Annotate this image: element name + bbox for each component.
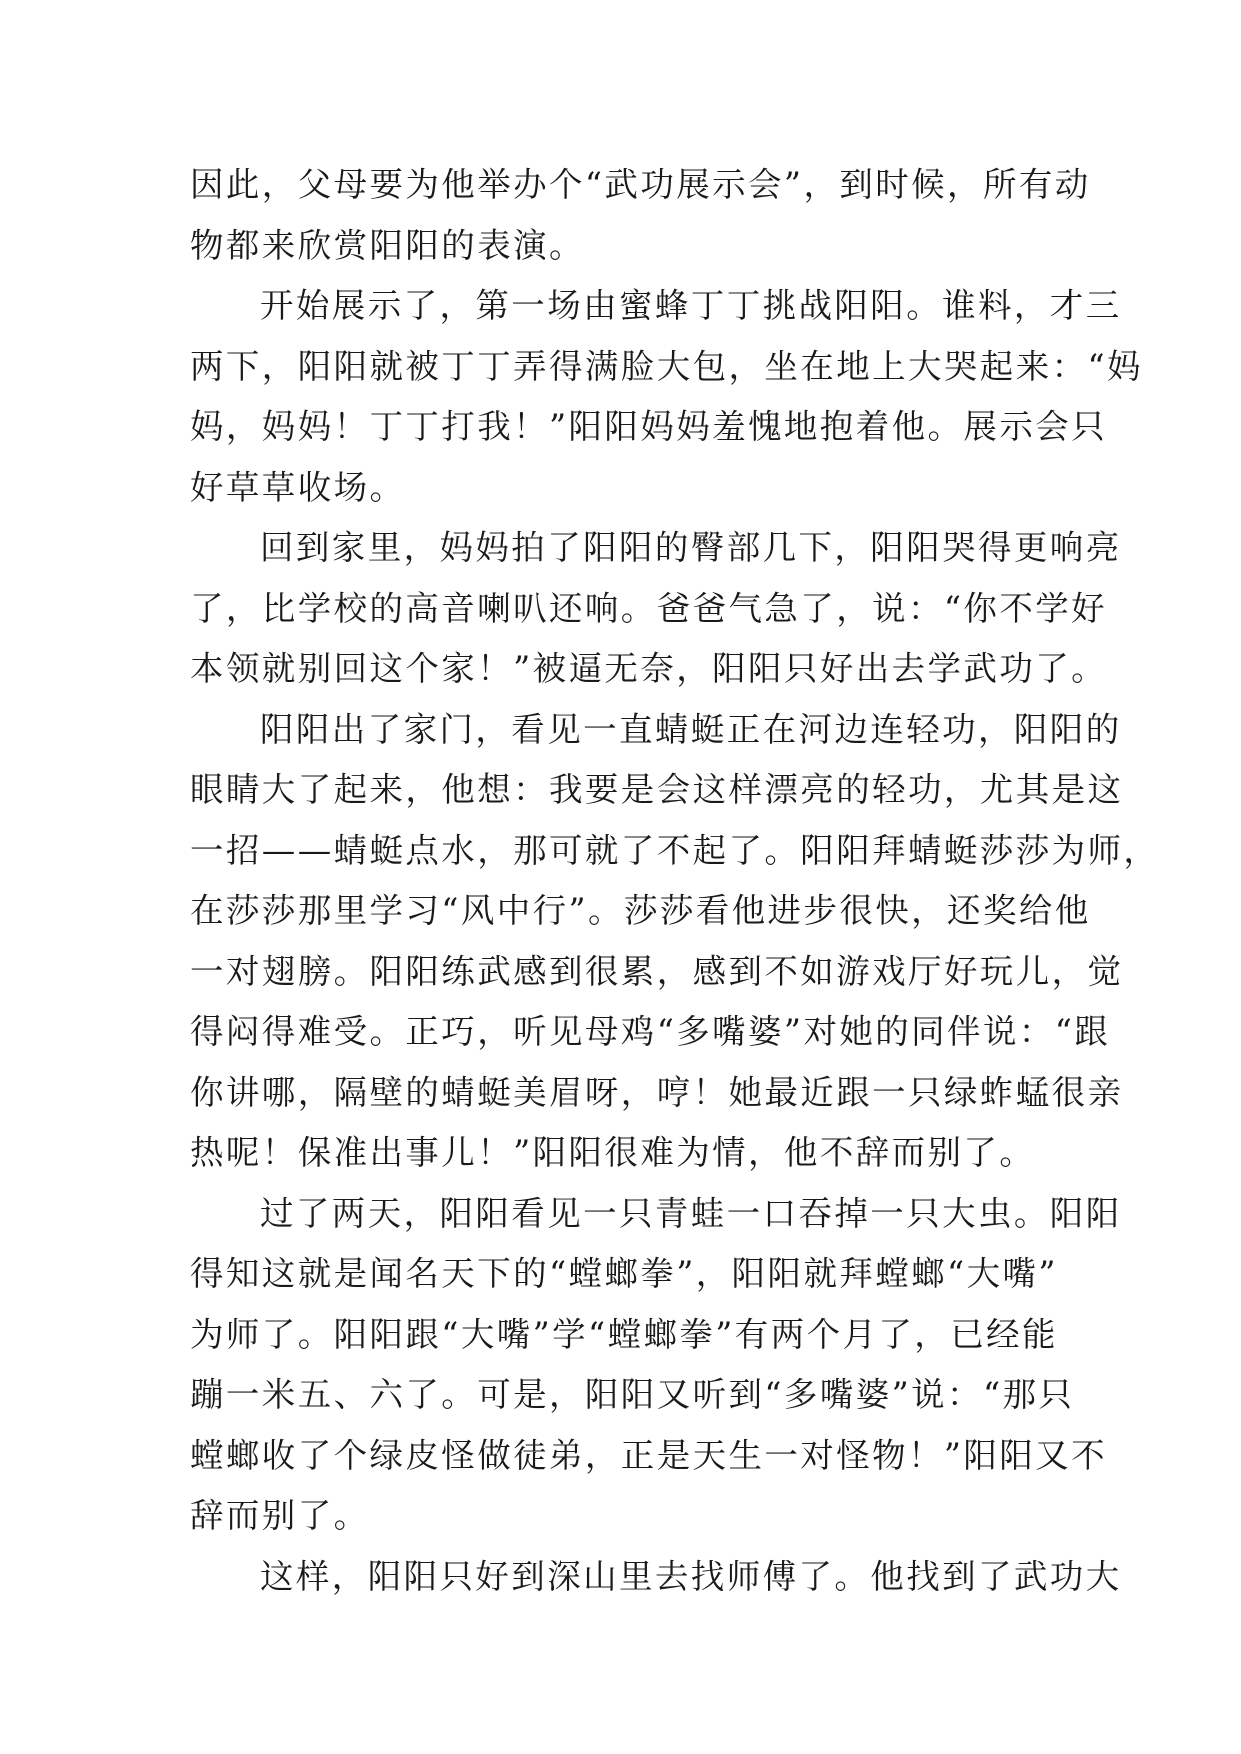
text-line: 一招——蜻蜓点水，那可就了不起了。阳阳拜蜻蜓莎莎为师， [190,830,1160,870]
text-line: 妈，妈妈！丁丁打我！”阳阳妈妈羞愧地抱着他。展示会只 [190,407,1108,446]
text-line: 辞而别了。 [190,1496,370,1535]
text-line: 你讲哪，隔壁的蜻蜓美眉呀，哼！她最近跟一只绿蚱蜢很亲 [190,1072,1124,1112]
body-text [190,155,1160,1607]
text-line: 眼睛大了起来，他想：我要是会这样漂亮的轻功，尤其是这 [190,770,1124,809]
text-line: 回到家里，妈妈拍了阳阳的臀部几下，阳阳哭得更响亮 [260,528,1122,567]
text-line: 得知这就是闻名天下的“螳螂拳”，阳阳就拜螳螂“大嘴” [190,1254,1058,1293]
text-line: 为师了。阳阳跟“大嘴”学“螳螂拳”有两个月了，已经能 [190,1314,1058,1354]
text-line: 螳螂收了个绿皮怪做徒弟，正是天生一对怪物！”阳阳又不 [190,1435,1108,1475]
text-line: 阳阳出了家门，看见一直蜻蜓正在河边连轻功，阳阳的 [260,709,1122,749]
text-line: 本领就别回这个家！”被逼无奈，阳阳只好出去学武功了。 [190,649,1108,688]
text-line: 热呢！保准出事儿！”阳阳很难为情，他不辞而别了。 [190,1133,1036,1172]
text-line: 因此，父母要为他举办个“武功展示会”，到时候，所有动 [190,165,1091,204]
text-line: 两下，阳阳就被丁丁弄得满脸大包，坐在地上大哭起来：“妈 [190,346,1143,386]
text-line: 得闷得难受。正巧，听见母鸡“多嘴婆”对她的同伴说：“跟 [190,1012,1111,1051]
text-line: 一对翅膀。阳阳练武感到很累，感到不如游戏厅好玩儿，觉 [190,951,1124,991]
text-line: 过了两天，阳阳看见一只青蛙一口吞掉一只大虫。阳阳 [260,1193,1122,1233]
text-line: 物都来欣赏阳阳的表演。 [190,225,585,265]
text-line: 了，比学校的高音喇叭还响。爸爸气急了，说：“你不学好 [190,588,1108,628]
text-line: 在莎莎那里学习“风中行”。莎莎看他进步很快，还奖给他 [190,891,1091,930]
text-line: 开始展示了，第一场由蜜蜂丁丁挑战阳阳。谁料，才三 [260,286,1122,325]
text-line: 蹦一米五、六了。可是，阳阳又听到“多嘴婆”说：“那只 [190,1375,1075,1414]
text-line: 好草草收场。 [190,467,406,507]
text-line: 这样，阳阳只好到深山里去找师傅了。他找到了武功大 [260,1556,1122,1596]
